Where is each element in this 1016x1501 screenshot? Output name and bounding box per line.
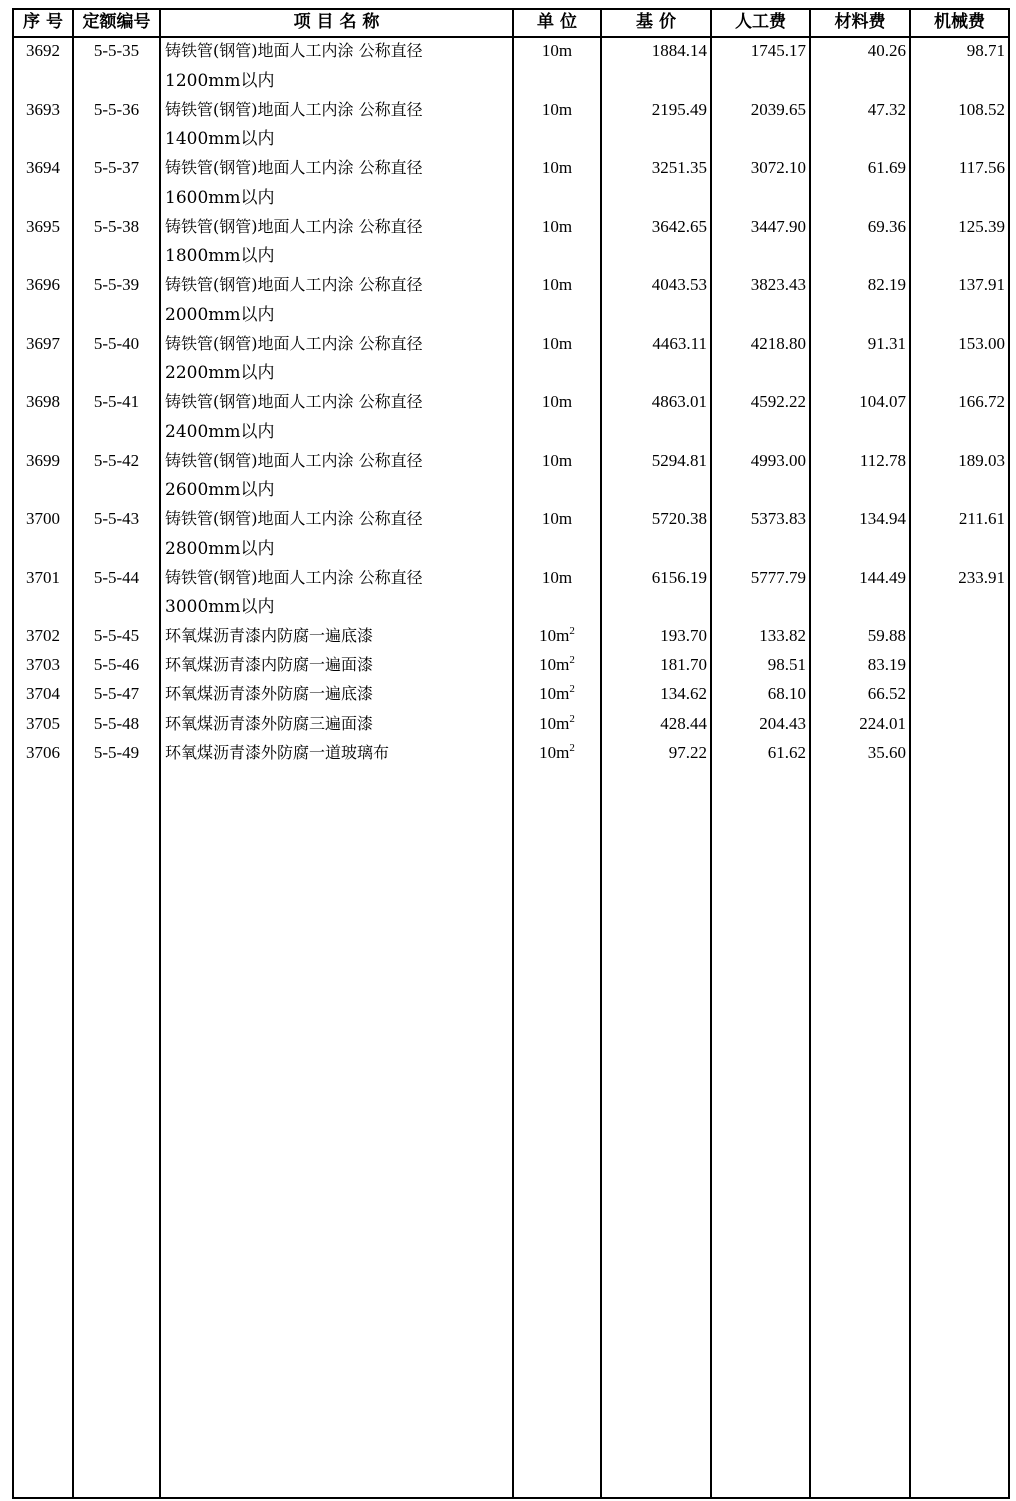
cell-code: 5-5-35 xyxy=(93,41,140,60)
cell-seq: 3698 xyxy=(26,392,60,411)
cell-machine: 125.39 xyxy=(958,216,1005,236)
unit-superscript: 2 xyxy=(569,625,575,637)
cell-seq: 3706 xyxy=(26,742,60,762)
cell-name-line2: 2200mm以内 xyxy=(165,363,275,383)
unit-text: 10m xyxy=(539,626,570,645)
cell-machine: 211.61 xyxy=(958,509,1005,528)
cell-material: 224.01 xyxy=(859,713,906,733)
cell-code: 5-5-47 xyxy=(93,684,140,704)
cell-material: 59.88 xyxy=(867,626,906,645)
cell-material: 104.07 xyxy=(859,392,906,411)
cell-labor: 2039.65 xyxy=(750,99,806,119)
col-divider xyxy=(159,8,161,1499)
unit-superscript: 2 xyxy=(569,654,575,667)
cell-code: 5-5-37 xyxy=(93,158,140,177)
cell-name: 环氧煤沥青漆外防腐一道玻璃布 xyxy=(165,742,390,762)
cell-unit xyxy=(514,742,600,764)
cell-labor: 4592.22 xyxy=(750,392,806,411)
header-divider xyxy=(12,36,1010,38)
cell-labor: 61.62 xyxy=(767,742,806,762)
unit-text: 10m xyxy=(541,567,573,587)
cell-material: 69.36 xyxy=(867,216,906,236)
cell-machine: 189.03 xyxy=(958,450,1005,470)
cell-seq: 3700 xyxy=(26,509,60,528)
header-code: 定额编号 xyxy=(82,12,151,32)
cell-name: 铸铁管(钢管)地面人工内涂 公称直径 xyxy=(165,567,423,587)
cell-name: 铸铁管(钢管)地面人工内涂 公称直径 xyxy=(165,41,423,60)
cell-machine: 153.00 xyxy=(958,333,1005,353)
cell-base: 193.70 xyxy=(660,626,707,645)
cell-name-line2: 1600mm以内 xyxy=(165,187,275,208)
unit-text: 10m xyxy=(539,684,570,704)
unit-superscript: 2 xyxy=(569,683,575,696)
cell-unit xyxy=(514,274,600,296)
cell-base: 4463.11 xyxy=(652,333,707,353)
cell-name: 铸铁管(钢管)地面人工内涂 公称直径 xyxy=(165,392,423,411)
cell-code: 5-5-38 xyxy=(93,216,140,236)
cell-material: 144.49 xyxy=(859,567,906,587)
cell-name: 铸铁管(钢管)地面人工内涂 公称直径 xyxy=(165,216,423,236)
cell-machine: 117.56 xyxy=(958,158,1005,177)
cell-machine: 108.52 xyxy=(958,99,1005,119)
cell-machine: 137.91 xyxy=(958,275,1005,294)
cell-base: 2195.49 xyxy=(651,99,707,119)
cell-unit xyxy=(514,391,600,413)
cell-base: 5720.38 xyxy=(651,509,707,528)
header-name: 项 目 名 称 xyxy=(293,12,380,32)
cell-labor: 4218.80 xyxy=(750,333,806,353)
cell-code: 5-5-43 xyxy=(93,509,140,528)
unit-text: 10m xyxy=(541,509,573,528)
unit-superscript: 2 xyxy=(569,712,575,725)
unit-text: 10m xyxy=(539,742,570,762)
cell-code: 5-5-40 xyxy=(93,333,140,353)
unit-text: 10m xyxy=(541,392,573,411)
cell-labor: 68.10 xyxy=(767,684,806,704)
cell-labor: 3823.43 xyxy=(750,275,806,294)
cell-seq: 3704 xyxy=(26,684,60,704)
cell-material: 134.94 xyxy=(859,509,906,528)
cell-base: 6156.19 xyxy=(651,567,707,587)
cell-name-line2: 1800mm以内 xyxy=(165,246,275,266)
cell-seq: 3692 xyxy=(26,41,60,60)
cell-material: 66.52 xyxy=(867,684,906,704)
cell-material: 83.19 xyxy=(867,655,906,675)
cell-code: 5-5-36 xyxy=(93,99,140,119)
cell-code: 5-5-44 xyxy=(93,567,140,587)
cell-base: 3251.35 xyxy=(651,158,707,177)
cell-labor: 204.43 xyxy=(759,713,806,733)
table-bottom-border xyxy=(12,1497,1010,1499)
cell-labor: 5373.83 xyxy=(750,509,806,528)
cell-material: 82.19 xyxy=(867,275,906,294)
unit-text: 10m xyxy=(541,216,573,236)
cell-seq: 3696 xyxy=(26,275,60,294)
cell-unit xyxy=(514,450,600,472)
cell-seq: 3701 xyxy=(26,567,60,587)
cell-machine: 98.71 xyxy=(966,41,1005,60)
unit-text: 10m xyxy=(541,99,573,119)
cell-unit xyxy=(514,333,600,355)
cell-base: 4043.53 xyxy=(651,275,707,294)
cell-seq: 3694 xyxy=(26,158,60,177)
cell-name: 铸铁管(钢管)地面人工内涂 公称直径 xyxy=(165,99,423,119)
cell-machine: 233.91 xyxy=(958,567,1005,587)
cell-machine: 166.72 xyxy=(958,392,1005,411)
cell-material: 40.26 xyxy=(867,41,906,60)
cell-name: 铸铁管(钢管)地面人工内涂 公称直径 xyxy=(165,333,423,353)
cell-seq: 3695 xyxy=(26,216,60,236)
unit-text: 10m xyxy=(541,41,573,60)
cell-labor: 1745.17 xyxy=(750,41,806,60)
cell-unit xyxy=(514,713,600,735)
cell-name-line2: 1400mm以内 xyxy=(165,129,275,149)
unit-text: 10m xyxy=(541,158,573,177)
cell-unit xyxy=(514,157,600,179)
cell-code: 5-5-46 xyxy=(93,655,140,675)
cell-material: 61.69 xyxy=(867,158,906,177)
cell-unit xyxy=(514,683,600,705)
cell-base: 181.70 xyxy=(660,655,707,675)
cell-code: 5-5-45 xyxy=(93,626,140,645)
cell-seq: 3697 xyxy=(26,333,60,353)
cell-seq: 3705 xyxy=(26,713,60,733)
cell-code: 5-5-39 xyxy=(93,275,140,294)
cell-material: 91.31 xyxy=(867,333,906,353)
header-seq: 序 号 xyxy=(23,12,63,32)
cell-base: 97.22 xyxy=(668,742,707,762)
unit-text: 10m xyxy=(539,713,570,733)
cell-labor: 133.82 xyxy=(759,626,806,645)
cell-name: 铸铁管(钢管)地面人工内涂 公称直径 xyxy=(165,509,423,528)
cell-name: 铸铁管(钢管)地面人工内涂 公称直径 xyxy=(165,450,423,470)
cell-unit xyxy=(514,216,600,238)
cell-code: 5-5-42 xyxy=(93,450,140,470)
cell-unit xyxy=(514,40,600,62)
cell-seq: 3693 xyxy=(26,99,60,119)
cell-code: 5-5-49 xyxy=(93,742,140,762)
cell-base: 134.62 xyxy=(660,684,707,704)
cell-seq: 3703 xyxy=(26,655,60,675)
cell-code: 5-5-48 xyxy=(93,713,140,733)
cell-seq: 3699 xyxy=(26,450,60,470)
cell-unit xyxy=(514,508,600,530)
header-machine: 机械费 xyxy=(934,12,985,32)
cell-name: 环氧煤沥青漆内防腐一遍面漆 xyxy=(165,655,374,675)
cell-labor: 4993.00 xyxy=(750,450,806,470)
cell-unit xyxy=(514,625,600,647)
header-labor: 人工费 xyxy=(735,12,786,32)
col-divider xyxy=(1008,8,1010,1499)
cell-base: 4863.01 xyxy=(651,392,707,411)
cell-name-line2: 2400mm以内 xyxy=(165,421,275,442)
cell-labor: 3447.90 xyxy=(750,216,806,236)
cell-labor: 3072.10 xyxy=(750,158,806,177)
cell-name-line2: 2800mm以内 xyxy=(165,538,275,559)
cell-base: 428.44 xyxy=(660,713,707,733)
cell-material: 112.78 xyxy=(859,450,906,470)
cell-name: 环氧煤沥青漆内防腐一遍底漆 xyxy=(165,626,374,645)
cell-base: 5294.81 xyxy=(651,450,707,470)
header-unit: 单 位 xyxy=(537,12,577,32)
cell-unit xyxy=(514,99,600,121)
unit-text: 10m xyxy=(541,275,573,294)
cell-name: 环氧煤沥青漆外防腐一遍底漆 xyxy=(165,684,374,704)
cell-material: 35.60 xyxy=(867,742,906,762)
header-material: 材料费 xyxy=(834,12,886,32)
cell-name-line2: 1200mm以内 xyxy=(165,70,275,91)
cell-name-line2: 3000mm以内 xyxy=(165,597,275,617)
cell-seq: 3702 xyxy=(26,626,60,645)
unit-text: 10m xyxy=(541,333,573,353)
cell-labor: 5777.79 xyxy=(750,567,806,587)
cell-base: 3642.65 xyxy=(651,216,707,236)
header-base-price: 基 价 xyxy=(636,12,676,32)
unit-text: 10m xyxy=(541,450,573,470)
unit-text: 10m xyxy=(539,655,570,675)
cell-name-line2: 2000mm以内 xyxy=(165,304,275,325)
unit-superscript: 2 xyxy=(569,741,575,754)
cell-name-line2: 2600mm以内 xyxy=(165,480,275,500)
cell-name: 铸铁管(钢管)地面人工内涂 公称直径 xyxy=(165,275,423,294)
cell-labor: 98.51 xyxy=(767,655,806,675)
cell-unit xyxy=(514,567,600,589)
cell-code: 5-5-41 xyxy=(93,392,140,411)
cell-base: 1884.14 xyxy=(651,41,707,60)
cell-name: 环氧煤沥青漆外防腐三遍面漆 xyxy=(165,713,374,733)
cell-unit xyxy=(514,654,600,676)
cell-name: 铸铁管(钢管)地面人工内涂 公称直径 xyxy=(165,158,423,177)
quota-table xyxy=(12,8,1010,1499)
cell-material: 47.32 xyxy=(867,99,906,119)
